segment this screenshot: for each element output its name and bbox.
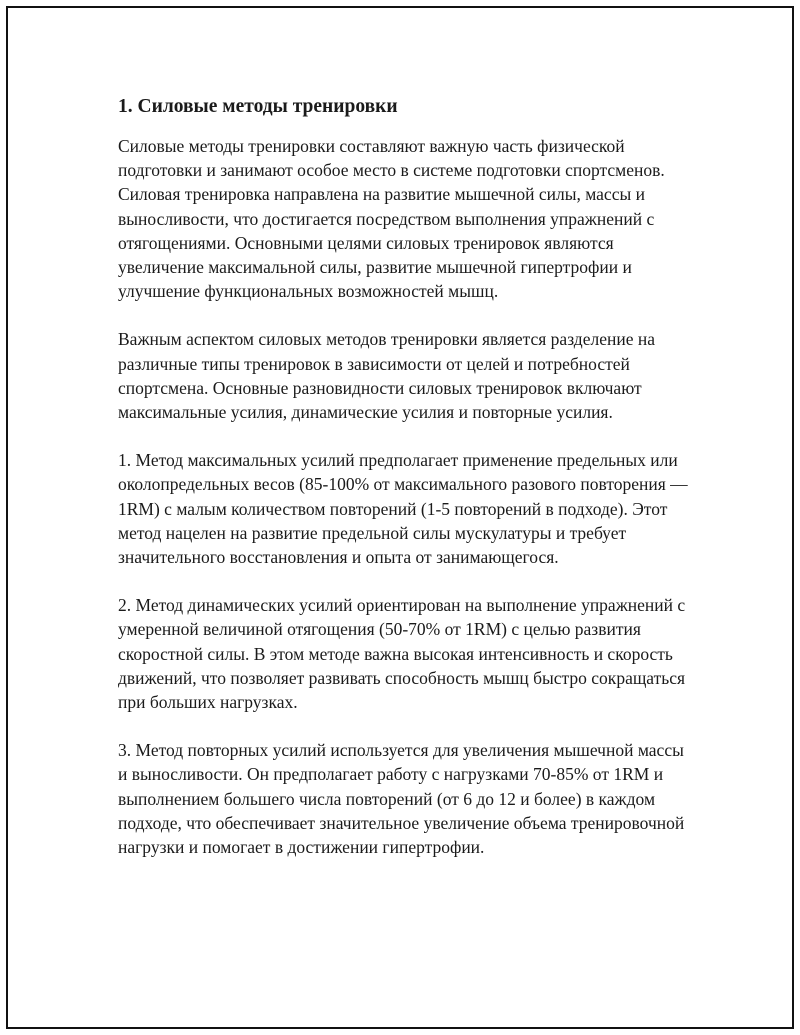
paragraph-intro: Силовые методы тренировки составляют важную часть физической подготовки и занимают особое место в системе подготовки спортсменов. Силовая тренировка направлена на развитие мышечной силы, массы и выносливости, что достигается посредством выполнения упражнений с отягощениями. Основными целями силовых тренировок являются увеличение максимальной силы, развитие мышечной гипертрофии и улучшение функциональных возможностей мышц. <box>118 136 665 302</box>
paragraph-repeated-effort-method: 3. Метод повторных усилий используется для увеличения мышечной массы и выносливости. Он предполагает работу с нагрузками 70-85% от 1RM и выполнением большего числа повторений (от 6 до 12 и более) в каждом подходе, что обеспечивает значительное увеличение объема тренировочной нагрузки и помогает в достижении гипертрофии. <box>118 740 685 858</box>
document-body <box>118 94 692 883</box>
section-title: 1. Силовые методы тренировки <box>118 96 398 117</box>
paragraph-max-effort-method: 1. Метод максимальных усилий предполагает применение предельных или околопредельных весов (85-100% от максимального разового повторения — 1RM) с малым количеством повторений (1-5 повторений в подходе). Этот метод нацелен на развитие предельной силы мускулатуры и требует значительного восстановления и опыта от занимающегося. <box>118 450 688 568</box>
paragraph-dynamic-effort-method: 2. Метод динамических усилий ориентирован на выполнение упражнений с умеренной величиной отягощения (50-70% от 1RM) с целью развития скоростной силы. В этом методе важна высокая интенсивность и скорость движений, что позволяет развивать способность мышц быстро сокращаться при больших нагрузках. <box>118 595 686 713</box>
paragraph-types: Важным аспектом силовых методов тренировки является разделение на различные типы тренировок в зависимости от целей и потребностей спортсмена. Основные разновидности силовых тренировок включают максимальные усилия, динамические усилия и повторные усилия. <box>118 329 655 423</box>
